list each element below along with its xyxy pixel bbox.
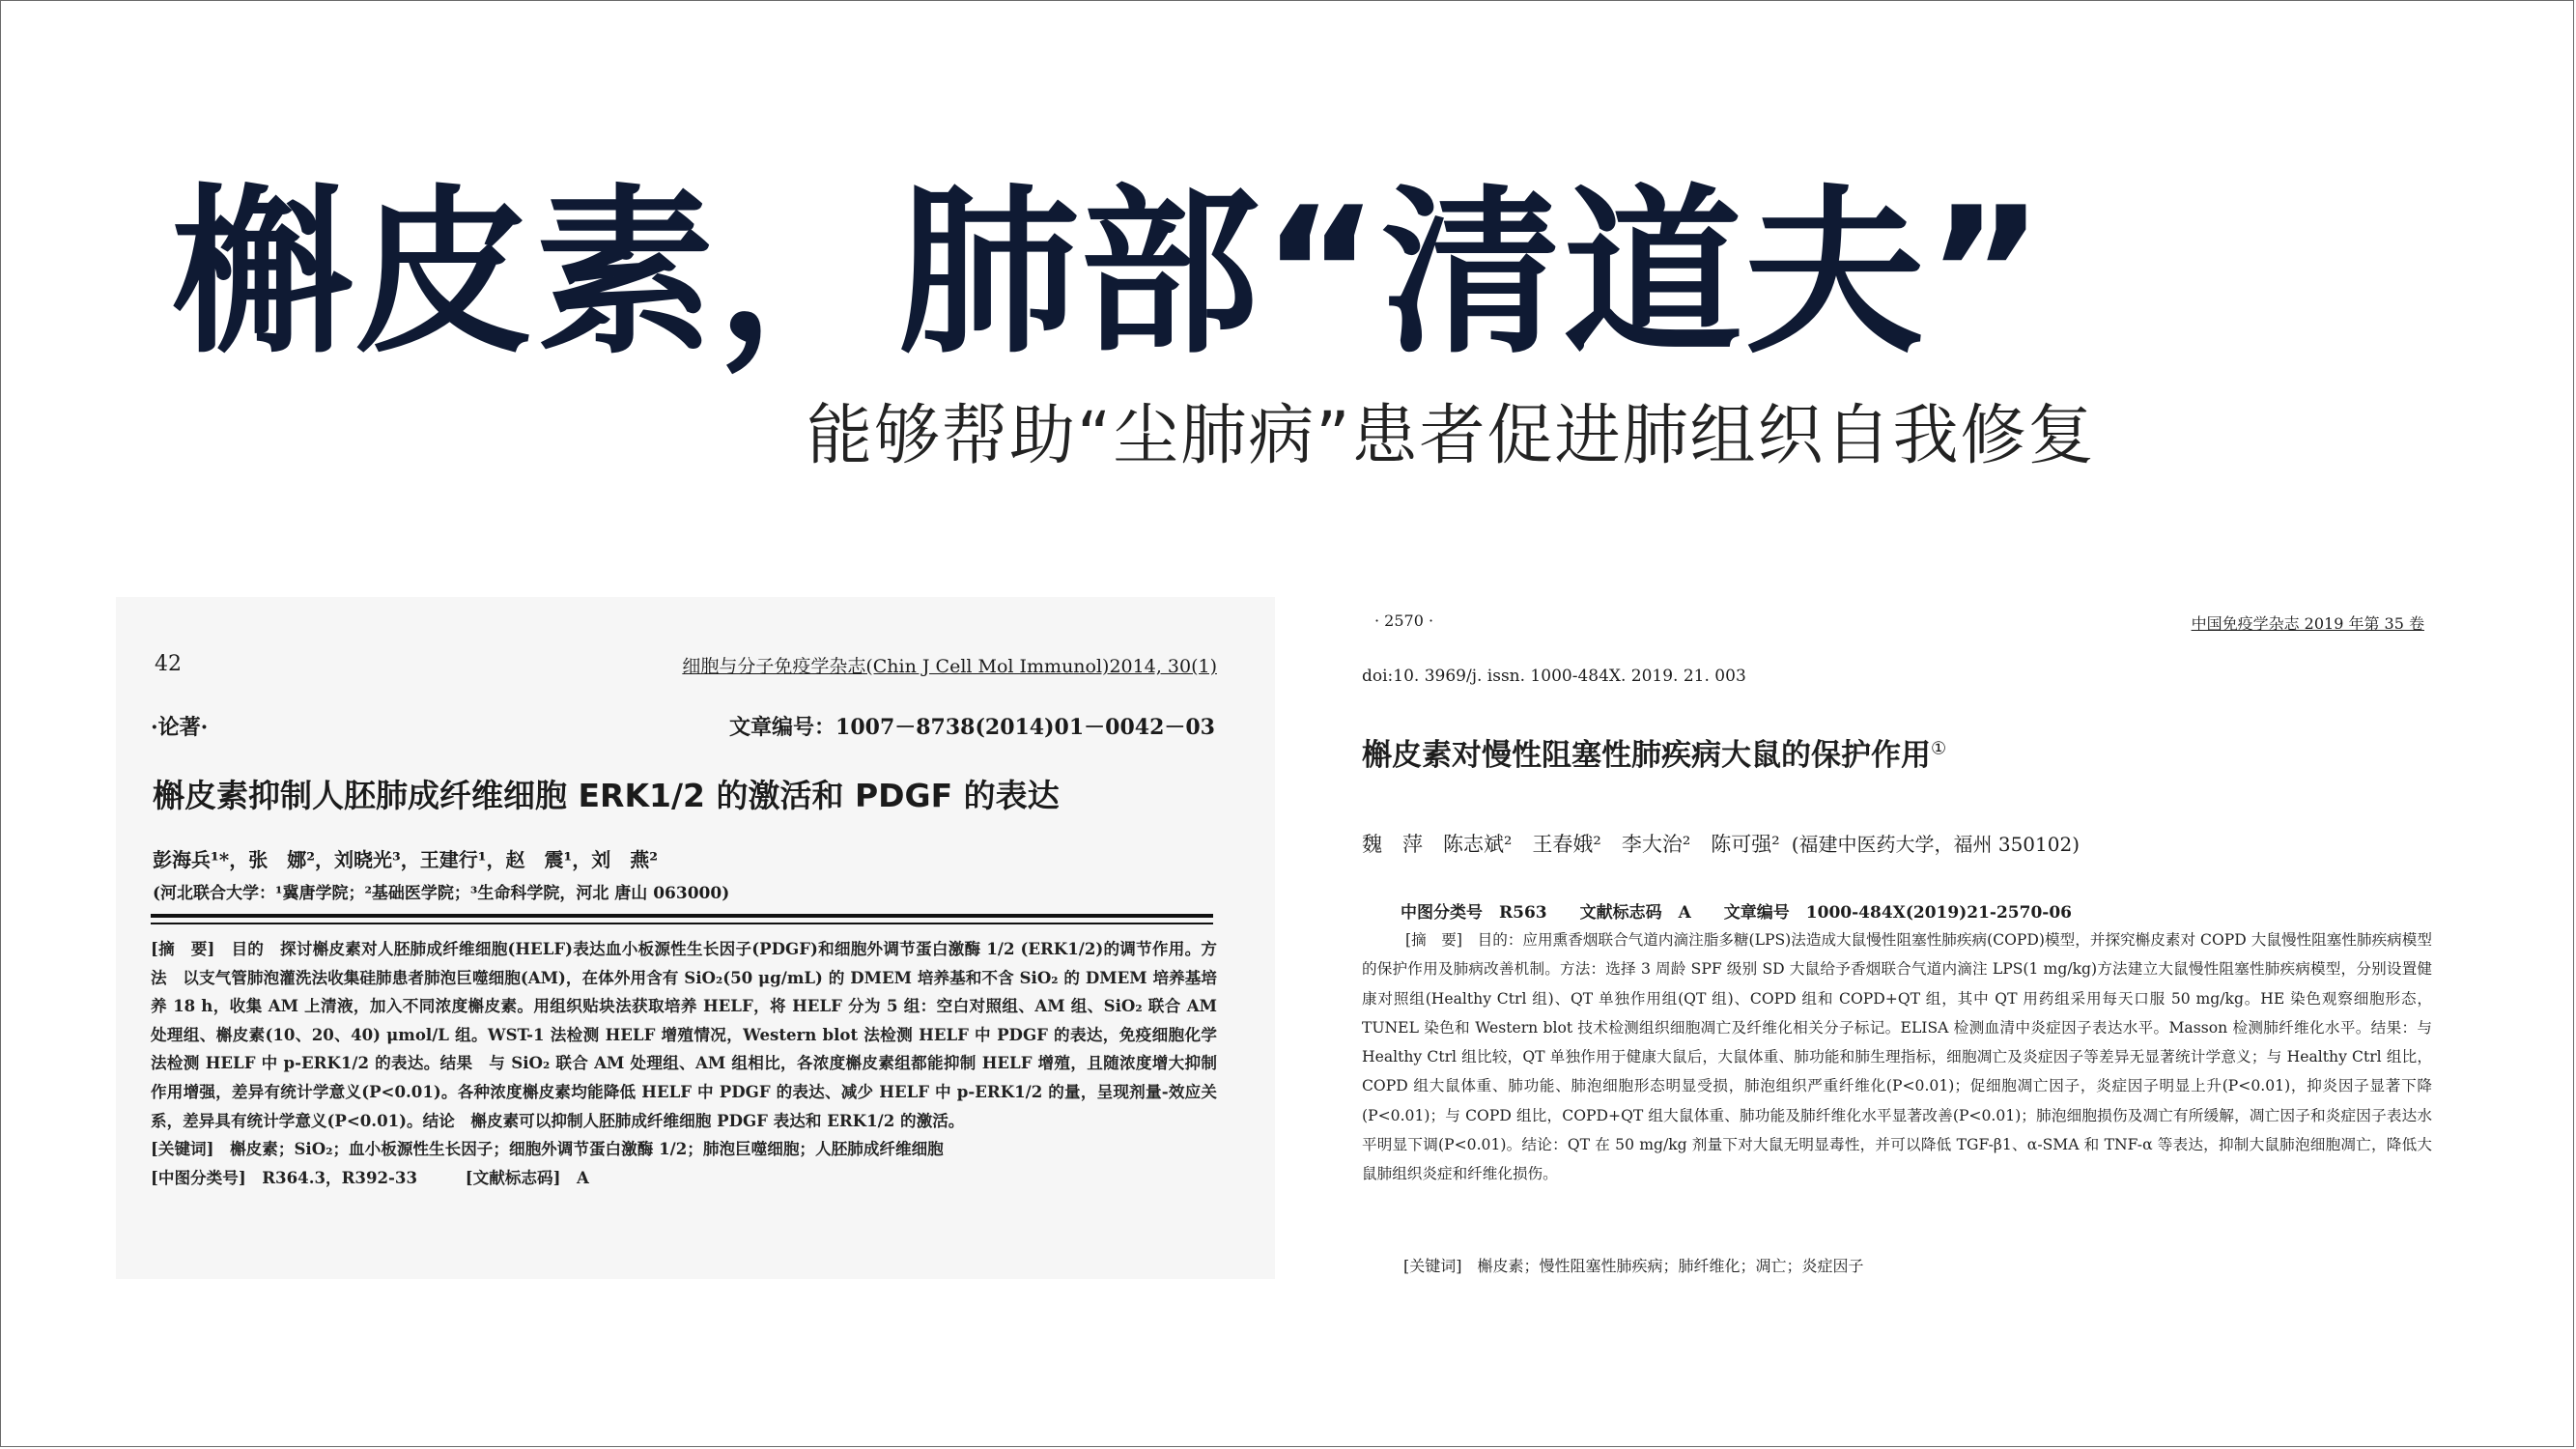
slide-subtitle: 能够帮助“尘肺病”患者促进肺组织自我修复 bbox=[807, 398, 2096, 474]
paper-right-author-line bbox=[1362, 829, 2080, 858]
paper-right-title: 槲皮素对慢性阻塞性肺疾病大鼠的保护作用 bbox=[1362, 738, 1931, 773]
paper-left-journal: 细胞与分子免疫学杂志(Chin J Cell Mol Immunol)2014, 30(1) bbox=[682, 656, 1217, 677]
paper-right-abstract: [摘 要] 目的：应用熏香烟联合气道内滴注脂多糖(LPS)法造成大鼠慢性阻塞性肺疾病(COPD)模型，并探究槲皮素对 COPD 大鼠慢性阻塞性肺疾病模型的保护作用及肺病改善机制。方法：选择 3 周龄 SPF 级别 SD 大鼠给予香烟联合气道内滴注 LPS(1 mg/kg)方法建立大鼠慢性阻塞性肺疾病模型，分别设置健康对照组(Healthy Ctrl 组)、QT 单独作用组(QT 组)、COPD 组和 COPD+QT 组，其中 QT 用药组采用每天口服 50 mg/kg。HE 染色观察细胞形态，TUNEL 染色和 Western blot 技术检测组织细胞凋亡及纤维化相关分子标记。ELISA 检测血清中炎症因子表达水平。Masson 检测肺纤维化水平。结果：与 Healthy Ctrl 组比较，QT 单独作用于健康大鼠后，大鼠体重、肺功能和肺生理指标，细胞凋亡及炎症因子等差异无显著统计学意义；与 Healthy Ctrl 组比，COPD 组大鼠体重、肺功能、肺泡细胞形态明显受损，肺泡组织严重纤维化(P<0.01)；促细胞凋亡因子，炎症因子明显上升(P<0.01)，抑炎因子显著下降(P<0.01)；与 COPD 组比，COPD+QT 组大鼠体重、肺功能及肺纤维化水平显著改善(P<0.01)；肺泡细胞损伤及凋亡有所缓解，凋亡因子和炎症因子表达水平明显下调(P<0.01)。结论：QT 在 50 mg/kg 剂量下对大鼠无明显毒性，并可以降低 TGF-β1、α-SMA 和 TNF-α 等表达，抑制大鼠肺泡细胞凋亡，降低大鼠肺组织炎症和纤维化损伤。 bbox=[1362, 931, 2432, 1183]
paper-left-title: 槲皮素抑制人胚肺成纤维细胞 ERK1/2 的激活和 PDGF 的表达 bbox=[153, 777, 1060, 814]
paper-left-abstract: [摘 要] 目的 探讨槲皮素对人胚肺成纤维细胞(HELF)表达血小板源性生长因子(PDGF)和细胞外调节蛋白激酶 1/2 (ERK1/2)的调节作用。方法 以支气管肺泡灌洗法收集硅肺患者肺泡巨噬细胞(AM)，在体外用含有 SiO₂(50 μg/mL) 的 DMEM 培养基和不含 SiO₂ 的 DMEM 培养基培养 18 h，收集 AM 上清液，加入不同浓度槲皮素。用组织贴块法获取培养 HELF，将 HELF 分为 5 组：空白对照组、AM 组、SiO₂ 联合 AM 处理组、槲皮素(10、20、40) μmol/L 组。WST-1 法检测 HELF 增殖情况，Western blot 法检测 HELF 中 PDGF 的表达，免疫细胞化学法检测 HELF 中 p-ERK1/2 的表达。结果 与 SiO₂ 联合 AM 处理组、AM 组相比，各浓度槲皮素组都能抑制 HELF 增殖，且随浓度增大抑制作用增强，差异有统计学意义(P<0.01)。各种浓度槲皮素均能降低 HELF 中 PDGF 的表达、减少 HELF 中 p-ERK1/2 的量，呈现剂量-效应关系，差异具有统计学意义(P<0.01)。结论 槲皮素可以抑制人胚肺成纤维细胞 PDGF 表达和 ERK1/2 的激活。 bbox=[151, 939, 1217, 1130]
paper-left-keywords: [关键词] 槲皮素；SiO₂；血小板源性生长因子；细胞外调节蛋白激酶 1/2；肺泡巨噬细胞；人胚肺成纤维细胞 bbox=[151, 1139, 944, 1159]
paper-left-image bbox=[116, 597, 1275, 1279]
paper-right-keywords: [关键词] 槲皮素；慢性阻塞性肺疾病；肺纤维化；凋亡；炎症因子 bbox=[1403, 1257, 1864, 1275]
paper-left-classification: [中图分类号] R364.3，R392-33 [文献标志码] A bbox=[151, 1167, 589, 1187]
paper-left-divider-thin bbox=[151, 923, 1213, 924]
paper-left-abstract-block bbox=[151, 935, 1217, 1192]
paper-right-authors: 魏 萍 陈志斌² 王春娥² 李大治² 陈可强² bbox=[1362, 833, 1780, 856]
paper-right-abstract-block bbox=[1362, 925, 2432, 1189]
paper-right-title-line bbox=[1362, 730, 1946, 774]
paper-right-image bbox=[1347, 597, 2449, 1275]
paper-right-journal: 中国免疫学杂志 2019 年第 35 卷 bbox=[2191, 614, 2424, 633]
paper-right-classification: 中图分类号 R563 文献标志码 A 文章编号 1000-484X(2019)21-2570-06 bbox=[1401, 903, 2072, 923]
paper-left-divider bbox=[151, 914, 1213, 918]
slide-title: 槲皮素，肺部“清道夫” bbox=[172, 168, 2047, 378]
paper-left-affiliation: (河北联合大学：¹冀唐学院；²基础医学院；³生命科学院，河北 唐山 063000) bbox=[153, 884, 730, 903]
paper-left-page-number: 42 bbox=[155, 652, 182, 676]
paper-left-section: ·论著· bbox=[151, 715, 209, 740]
paper-right-page-number: · 2570 · bbox=[1374, 611, 1434, 630]
paper-left-authors: 彭海兵¹*，张 娜²，刘晓光³，王建行¹，赵 震¹，刘 燕² bbox=[153, 848, 659, 871]
paper-left-article-number: 文章编号：1007－8738(2014)01－0042－03 bbox=[729, 715, 1215, 740]
paper-right-affiliation: (福建中医药大学，福州 350102) bbox=[1791, 833, 2080, 856]
paper-right-doi: doi:10. 3969/j. issn. 1000-484X. 2019. 21. 003 bbox=[1362, 667, 1746, 686]
paper-right-title-note: ① bbox=[1931, 738, 1947, 759]
